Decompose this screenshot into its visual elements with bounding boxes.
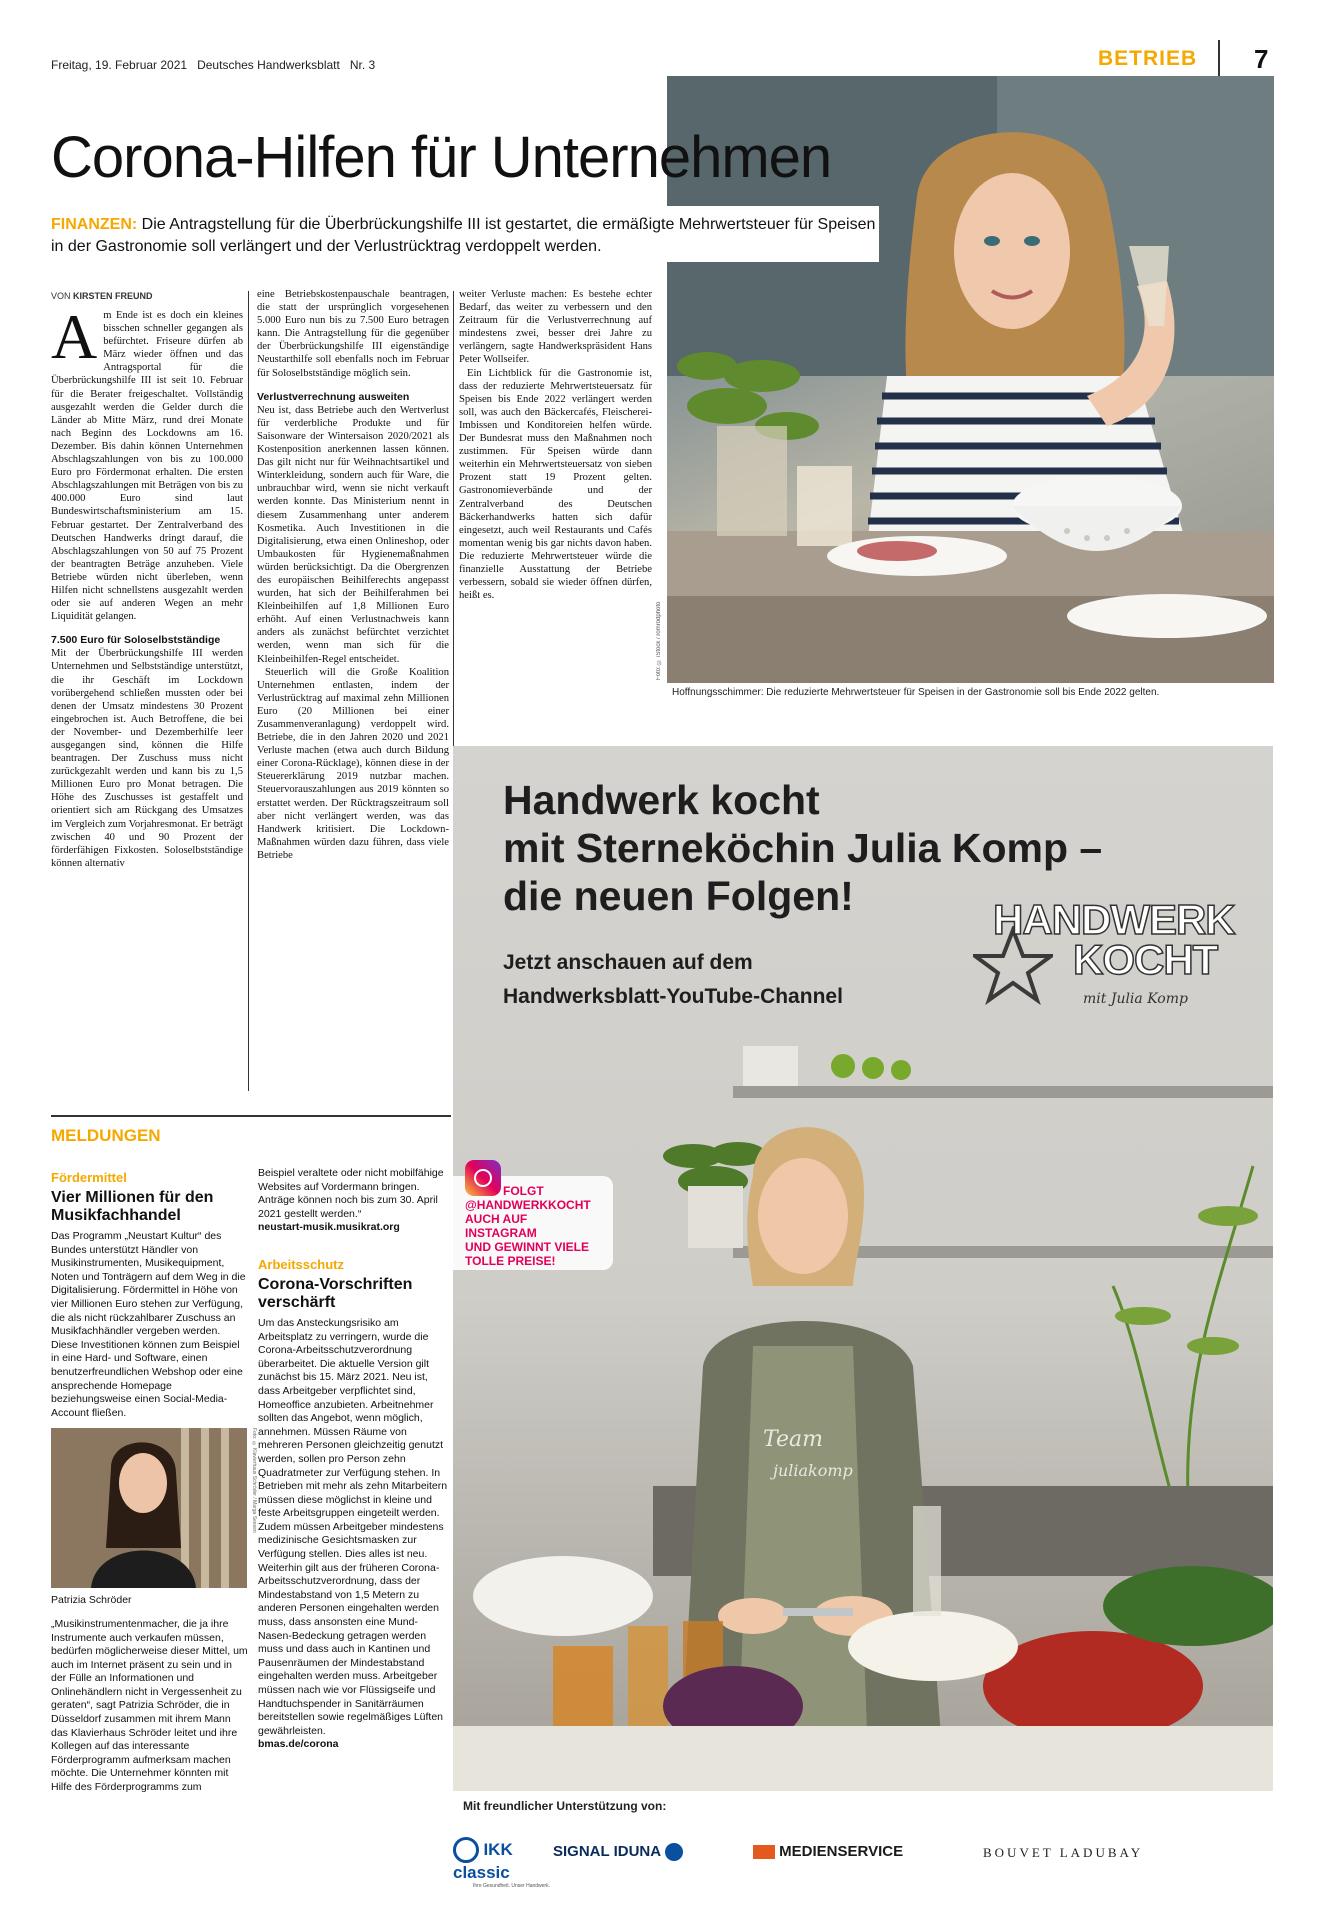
- ad-title-line: Handwerk kocht: [503, 777, 820, 823]
- drop-cap: A: [51, 301, 98, 372]
- meldung-text-continued: Beispiel veraltete oder nicht mobilfähige Websites auf Vordermann bringen. Anträge können noch bis zum 30. April 2021 gestellt werden.“: [258, 1167, 444, 1220]
- sponsor-label: Mit freundlicher Unterstützung von:: [463, 1799, 667, 1813]
- ad-subtitle: [503, 946, 843, 1014]
- column-rule: [248, 291, 249, 1091]
- apron-text: Team: [763, 1427, 823, 1452]
- paragraph: Mit der Überbrückungshilfe III werden Unternehmen und Selbstständige unterstützt, die ihr Geschäft im Lockdown vorübergehend schließen mussten oder bei denen der Umsatz mindestens 30 Prozent eingebrochen ist. Auch Betroffene, die bei der November- und Dezemberhilfe leer ausgegangen sind, können die Hilfe beantragen. Der Zuschuss muss nicht zurückgezahlt werden und kann bis zu 1,5 Millionen Euro pro Monat betragen. Die Höhe des Zuschusses ist gestaffelt und orientiert sich am Rückgang des Umsatzes im Vergleich zum Vorjahresmonat. Er beträgt zwischen 40 und 90 Prozent der förderfähigen Fixkosten. Soloselbstständige können alternativ: [51, 648, 243, 869]
- paragraph: eine Betriebskostenpauschale beantragen, die statt der ursprünglich vorgesehenen 5.000 Euro nun bis zu 7.500 Euro betragen kann. Die Antragstellung für die gegenüber der Überbrückungshilfe III eigenständige Neustarthilfe soll ebenfalls noch im Februar für Soloselbstständige möglich sein.: [257, 289, 449, 379]
- paragraph: Neu ist, dass Betriebe auch den Wertverlust für verderbliche Produkte und für Saisonware der Wintersaison 2020/2021 als Kostenposition anerkennen lassen können. Das gilt nicht nur für Weihnachtsartikel und Winterkleidung, sondern auch für Ware, die unbrauchbar wird, wenn sie nicht verkauft werden konnte. Das Ministerium nennt in diesem Zusammenhang unter anderem Kosmetika. Auch Investitionen in die Digitalisierung, etwa einen Onlineshop, oder Umbaukosten für Hygienemaßnahmen würden berücksichtigt. Da die Obergrenzen des europäischen Beihilferechts angepasst wurden, hat sich der Beihilferahmen bei Kleinbeihilfen auf 1,8 Millionen Euro erhöht. Auf einen Verlustnachweis kann anders als zunächst befürchtet verzichtet werden, wenn man sich für die Kleinbeihilfen-Regel entscheidet.: [257, 404, 449, 665]
- handwerk-kocht-ad: [453, 746, 1273, 1895]
- issue-line: [51, 58, 375, 72]
- photo-caption: Hoffnungsschimmer: Die reduzierte Mehrwertsteuer für Speisen in der Gastronomie soll bis Ende 2022 gelten.: [672, 687, 1160, 698]
- issue-date: Freitag, 19. Februar 2021: [51, 58, 188, 72]
- signal-iduna-icon: [665, 1843, 683, 1861]
- ikk-tagline: Ihre Gesundheit. Unser Handwerk.: [473, 1883, 550, 1889]
- byline: [51, 291, 153, 301]
- sponsor-bouvet: BOUVET LADUBAY: [983, 1845, 1144, 1860]
- meldung-headline: Vier Millionen für den Musikfachhandel: [51, 1189, 214, 1224]
- article-column-2: [257, 288, 449, 862]
- logo-line-2: KOCHT: [1073, 936, 1218, 983]
- meldung-continued: [258, 1167, 450, 1752]
- meldung-headline: Corona-Vorschriften verschärft: [258, 1275, 413, 1311]
- portrait-photo: [51, 1428, 257, 1588]
- meldungen-title: MELDUNGEN: [51, 1126, 161, 1145]
- portrait-illustration: [51, 1428, 247, 1588]
- paragraph: Steuerlich will die Große Koalition Unternehmen entlasten, indem der Verlustrücktrag auf maximal zehn Millionen Euro (20 Millionen bei einer Zusammenveranlagung) verdoppelt wird. Betriebe, die in den Jahren 2020 und 2021 Verluste machen (etwa auch durch Bildung einer Corona-Rücklage), können diese in der Steuererklärung 2019 nutzbar machen. Steuervorauszahlungen aus 2019 könnten so erstattet werden. Der Rücktragszeitraum soll aber nicht verlängert werden, was das Handwerk kritisiert. Die Lockdown-Maßnahmen würden dazu führen, dass viele Betriebe: [257, 666, 449, 861]
- subheading: Verlustverrechnung ausweiten: [257, 390, 410, 403]
- article-column-1: [51, 301, 243, 870]
- photo-credit: Foto: © iStock / romrodphoto: [656, 601, 662, 680]
- meldung-quote: „Musikinstrumentenmacher, die ja ihre Instrumente auch verkaufen müssen, bedürfen möglicherweise dieser Mittel, um auch im Internet präsent zu sein und in der Fülle an Informationen und Onlinehändlern nicht in Vergessenheit zu geraten“, sagt Patrizia Schröder, die in Düsseldorf zusammen mit ihrem Mann das Klavierhaus Schröder leitet und ihre Kollegen auf das interessante Förderprogramm aufmerksam machen möchte. Die Unternehmer könnten mit Hilfe des Förderprogramms zum: [51, 1617, 248, 1794]
- issue-number: Nr. 3: [349, 58, 376, 72]
- insta-line: UND GEWINNT VIELE: [465, 1240, 590, 1254]
- page-number: 7: [1254, 44, 1269, 74]
- sponsor-ikk: [453, 1837, 563, 1889]
- meldung-link[interactable]: bmas.de/corona: [258, 1738, 339, 1751]
- byline-prefix: VON: [51, 291, 71, 301]
- ad-title-line: die neuen Folgen!: [503, 873, 854, 919]
- medienservice-icon: [753, 1845, 775, 1859]
- ad-title-line: mit Sterneköchin Julia Komp –: [503, 825, 1103, 871]
- article-column-3: [459, 288, 652, 602]
- meldung-text: Das Programm „Neustart Kultur“ des Bundes unterstützt Händler von Musikinstrumenten, Musikequipment, Noten und Tonträgern auf dem Weg in die Digitalisierung. Fördermittel in Höhe von vier Millionen Euro stehen zur Verfügung, die als nicht rückzahlbarer Zuschuss an Musikfachhändler vergeben werden. Diese Investitionen können zum Beispiel in eine Hard- und Software, einen benutzerfreundlichen Webshop oder eine ansprechende Homepage beziehungsweise einen Social-Media-Account fließen.: [51, 1230, 246, 1419]
- logo-line-1: HANDWERK: [993, 896, 1235, 943]
- paragraph: Ein Lichtblick für die Gastronomie ist, dass der reduzierte Mehrwertsteuersatz für Speisen bis Ende 2022 verlängert werden soll, was auch den Bäckercafés, Fleischerei-Imbissen und Konditoreien helfen würde. Der Bundesrat muss den Maßnahmen noch zustimmen. Für Speisen würde dann weiterhin ein Mehrwertsteuersatz von sieben Prozent statt 19 Prozent gelten. Gastronomieverbände und der Zentralverband des Deutschen Bäckerhandwerks hatten sich dafür eingesetzt, auch weil Restaurants und Cafés momentan wenig bis gar nichts davon haben. Die reduzierte Mehrwertsteuer würde die finanzielle Ausstattung der Betriebe verbessern, sobald sie wieder öffnen dürfen, heißt es.: [459, 367, 652, 602]
- meldungen-rule: [51, 1115, 451, 1117]
- ad-subtitle-line: Handwerksblatt-YouTube-Channel: [503, 985, 843, 1008]
- meldung-link[interactable]: neustart-musik.musikrat.org: [258, 1221, 400, 1234]
- meldung-foerdermittel: [51, 1170, 257, 1795]
- lead-keyword: FINANZEN:: [51, 216, 138, 233]
- paragraph: weiter Verluste machen: Es bestehe echter Bedarf, das weiter zu verbessern und den Zeitraum für die Verlustverrechnung auf mindestens zwei, besser drei Jahre zu verlängern, sagte Handwerkspräsident Hans Peter Wollseifer.: [459, 289, 652, 366]
- header-divider: [1218, 40, 1220, 76]
- publication-name: Deutsches Handwerksblatt: [197, 58, 340, 72]
- article-headline: Corona-Hilfen für Unternehmen: [51, 125, 832, 190]
- sponsor-name: IKK classic: [453, 1840, 513, 1882]
- lead-box: [51, 206, 879, 262]
- sponsor-bar: [453, 1791, 1273, 1895]
- meldung-category: Fördermittel: [51, 1170, 127, 1185]
- insta-line: @HANDWERKKOCHT: [465, 1198, 591, 1212]
- lead-text: Die Antragstellung für die Überbrückungshilfe III ist gestartet, die ermäßigte Mehrwertsteuer für Speisen in der Gastronomie soll verlängert und der Verlustrücktrag verdoppelt werden.: [51, 216, 876, 255]
- instagram-icon: [465, 1160, 501, 1196]
- portrait-caption: Patrizia Schröder: [51, 1594, 132, 1607]
- section-label: BETRIEB: [1098, 47, 1198, 70]
- sponsor-name: SIGNAL IDUNA: [553, 1843, 661, 1860]
- instagram-box[interactable]: [453, 1176, 613, 1270]
- logo-line-3: mit Julia Komp: [1083, 991, 1188, 1007]
- article-lead: [51, 206, 879, 258]
- portrait-credit: Foto: © Klavierhaus Schröder / Marga Seesen: [251, 1428, 257, 1533]
- meldung-category: Arbeitsschutz: [258, 1256, 344, 1272]
- author-name: KIRSTEN FREUND: [73, 291, 153, 301]
- insta-line: FOLGT: [503, 1184, 544, 1198]
- paragraph: m Ende ist es doch ein kleines bisschen schneller gegangen als befürchtet. Friseure dürfen ab März wieder öffnen und das Antragsportal für die Überbrückungshilfe III ist seit 10. Februar für die Berater freigeschaltet. Vollständig ausgezahlt werden die Gelder durch die Länder ab Mitte März, rund drei Monate nach Beginn des Lockdowns am 16. Dezember. Bis dahin können Unternehmen Abschlagszahlungen von bis zu 100.000 Euro pro Fördermonat erhalten. Die ersten Abschlagszahlungen mit Beträgen von bis zu 400.000 Euro sind laut Bundeswirtschaftsministerium am 15. Februar gestartet. Der Zentralverband des Deutschen Handwerks dringt darauf, die Abschlagszahlungen von 50 auf 75 Prozent der beantragten Beträge anzuheben. Viele Betriebe würden nicht überleben, wenn Hilfen nicht schnellstens ausgezahlt werden oder sie auf anderen Wegen an mehr Liquidität gelangen.: [51, 310, 243, 623]
- sponsor-signal-iduna: [553, 1843, 683, 1861]
- ad-subtitle-line: Jetzt anschauen auf dem: [503, 951, 753, 974]
- sponsor-name: MEDIENSERVICE: [779, 1843, 904, 1860]
- insta-line: AUCH AUF INSTAGRAM: [465, 1212, 537, 1240]
- sponsor-medienservice: [753, 1843, 903, 1860]
- insta-line: TOLLE PREISE!: [465, 1254, 556, 1268]
- meldung-text: Um das Ansteckungsrisiko am Arbeitsplatz zu verringern, wurde die Corona-Arbeitsschutzverordnung überarbeitet. Die aktuelle Version gilt zunächst bis 15. März 2021. Neu ist, dass Arbeitgeber verpflichtet sind, Homeoffice anzubieten. Arbeitnehmer sollten das Angebot, wenn möglich, annehmen. Müssen Räume von mehreren Personen gleichzeitig genutzt werden, sollen pro Person zehn Quadratmeter zur Verfügung stehen. In Betrieben mit mehr als zehn Mitarbeitern müssen diese möglichst in kleine und feste Arbeitsgruppen eingeteilt werden. Zudem müssen Arbeitgeber mindestens medizinische Gesichtsmasken zur Verfügung stellen. Dies alles ist neu. Weiterhin gilt aus der früheren Corona-Arbeitsschutzverordnung, dass der Mindestabstand von 1,5 Metern zu anderen Personen eingehalten werden muss, dass ansonsten eine Mund-Nasen-Bedeckung getragen werden muss und dass auch in Kantinen und Pausenräumen der Mindestabstand eingehalten werden muss. Arbeitgeber müssen nach wie vor Flüssigseife und Handtuchspender in Sanitärräumen bereitstellen sowie regelmäßiges Lüften gewährleisten.: [258, 1316, 448, 1737]
- ikk-logo-icon: [453, 1837, 479, 1863]
- apron-text: juliakomp: [773, 1461, 853, 1480]
- subheading: 7.500 Euro für Soloselbstständige: [51, 634, 221, 647]
- handwerk-kocht-logo: [973, 896, 1243, 1026]
